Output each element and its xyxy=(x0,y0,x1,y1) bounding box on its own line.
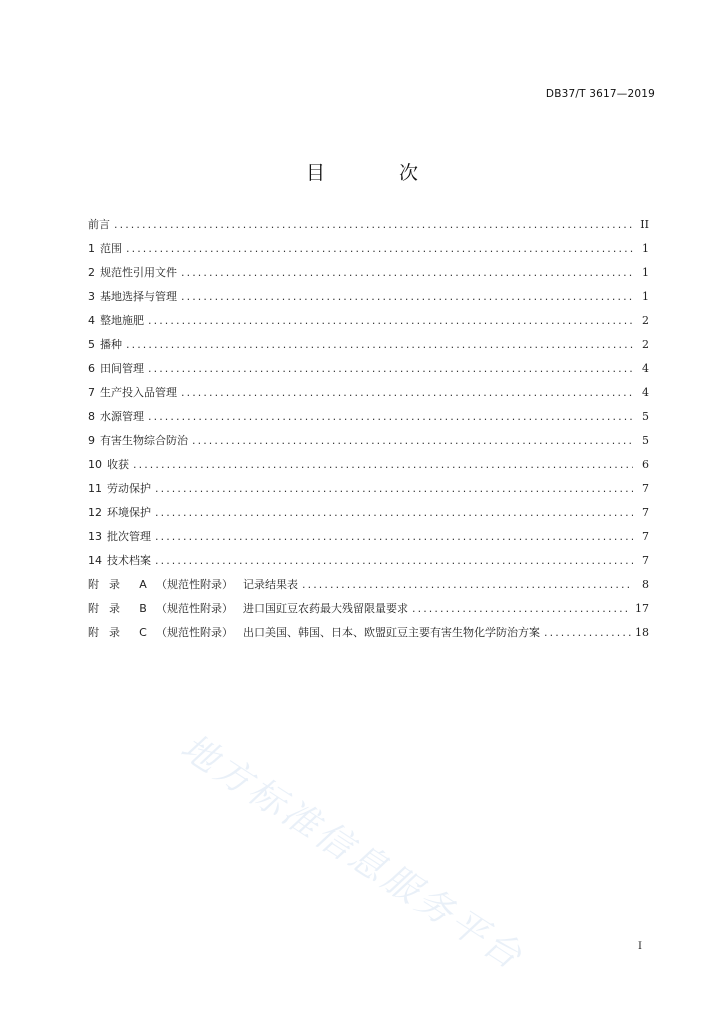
toc-entry-number: 13 xyxy=(88,530,102,543)
toc-leader-dots xyxy=(126,338,633,351)
toc-entry-12[interactable] xyxy=(88,504,649,528)
toc-entry-number: 14 xyxy=(88,554,102,567)
toc-entry-page: 8 xyxy=(642,578,649,591)
toc-leader-dots xyxy=(155,506,633,519)
toc-entry-6[interactable] xyxy=(88,360,649,384)
toc-entry-label: 4 整地施肥 xyxy=(88,314,144,327)
toc-entry-4[interactable] xyxy=(88,312,649,336)
toc-leader-dots xyxy=(148,314,633,327)
toc-leader-dots xyxy=(155,482,633,495)
annex-word: 附录 xyxy=(88,626,130,639)
toc-entry-page: 5 xyxy=(642,434,649,447)
toc-entry-page: 4 xyxy=(642,362,649,375)
toc-entry-5[interactable] xyxy=(88,336,649,360)
toc-entry-page: 7 xyxy=(642,506,649,519)
toc-entry-label: 12 环境保护 xyxy=(88,506,151,519)
toc-entry-2[interactable] xyxy=(88,264,649,288)
toc-entry-label: 13 批次管理 xyxy=(88,530,151,543)
toc-entry-label: 7 生产投入品管理 xyxy=(88,386,177,399)
toc-entry-number: 11 xyxy=(88,482,102,495)
toc-entry-number: 9 xyxy=(88,434,95,447)
toc-entry-page: 7 xyxy=(642,554,649,567)
annex-letter: B xyxy=(139,602,147,615)
toc-entry-label: 1 范围 xyxy=(88,242,122,255)
toc-leader-dots xyxy=(155,554,633,567)
toc-entry-number: 2 xyxy=(88,266,95,279)
toc-entry-label: 14 技术档案 xyxy=(88,554,151,567)
toc-entry-page: 18 xyxy=(635,626,649,639)
toc-entry-number: 6 xyxy=(88,362,95,375)
document-code: DB37/T 3617—2019 xyxy=(545,88,655,100)
toc-entry-number: 12 xyxy=(88,506,102,519)
toc-entry-10[interactable] xyxy=(88,456,649,480)
watermark: 地方标准信息服务平台 xyxy=(173,726,532,979)
toc-entry-number: 10 xyxy=(88,458,102,471)
toc-entry-number: 4 xyxy=(88,314,95,327)
toc-entry-8[interactable] xyxy=(88,408,649,432)
toc-entry-label xyxy=(88,600,408,616)
toc-entry-label: 6 田间管理 xyxy=(88,362,144,375)
annex-type: （规范性附录） xyxy=(156,626,233,639)
toc-entry-number: 3 xyxy=(88,290,95,303)
table-of-contents xyxy=(88,216,649,648)
annex-word: 附录 xyxy=(88,602,130,615)
toc-entry-label: 3 基地选择与管理 xyxy=(88,290,177,303)
toc-annex-b[interactable] xyxy=(88,600,649,624)
toc-entry-1[interactable] xyxy=(88,240,649,264)
toc-entry-11[interactable] xyxy=(88,480,649,504)
toc-entry-page: 4 xyxy=(642,386,649,399)
toc-leader-dots xyxy=(181,290,633,303)
toc-entry-number: 5 xyxy=(88,338,95,351)
toc-entry-13[interactable] xyxy=(88,528,649,552)
toc-entry-label: 9 有害生物综合防治 xyxy=(88,434,188,447)
toc-entry-9[interactable] xyxy=(88,432,649,456)
annex-letter: A xyxy=(139,578,147,591)
toc-entry-number: 1 xyxy=(88,242,95,255)
annex-word: 附录 xyxy=(88,578,130,591)
toc-leader-dots xyxy=(114,218,633,231)
toc-entry-page: 6 xyxy=(642,458,649,471)
toc-entry-page: 1 xyxy=(642,242,649,255)
toc-entry-label: 8 水源管理 xyxy=(88,410,144,423)
toc-entry-label: 5 播种 xyxy=(88,338,122,351)
toc-leader-dots xyxy=(544,626,631,639)
toc-leader-dots xyxy=(302,578,633,591)
toc-entry-label: 10 收获 xyxy=(88,458,129,471)
toc-entry-label xyxy=(88,576,298,592)
toc-leader-dots xyxy=(148,410,633,423)
toc-leader-dots xyxy=(412,602,631,615)
toc-entry-page: 2 xyxy=(642,314,649,327)
annex-type: （规范性附录） xyxy=(156,602,233,615)
page-number: I xyxy=(638,941,642,952)
annex-title: 出口美国、韩国、日本、欧盟豇豆主要有害生物化学防治方案 xyxy=(243,626,540,639)
page-title: 目 次 xyxy=(305,162,453,184)
toc-leader-dots xyxy=(192,434,633,447)
annex-type: （规范性附录） xyxy=(156,578,233,591)
toc-entry-label xyxy=(88,624,540,640)
toc-leader-dots xyxy=(133,458,633,471)
toc-leader-dots xyxy=(181,386,633,399)
toc-annex-c[interactable] xyxy=(88,624,649,648)
toc-entry-label: 2 规范性引用文件 xyxy=(88,266,177,279)
toc-entry-3[interactable] xyxy=(88,288,649,312)
toc-entry-page: 7 xyxy=(642,482,649,495)
toc-entry-page: 1 xyxy=(642,266,649,279)
toc-entry-page: 1 xyxy=(642,290,649,303)
toc-entry-page: 7 xyxy=(642,530,649,543)
annex-title: 进口国豇豆农药最大残留限量要求 xyxy=(243,602,408,615)
toc-entry-number: 7 xyxy=(88,386,95,399)
toc-entry-foreword[interactable] xyxy=(88,216,649,240)
toc-entry-page: 17 xyxy=(635,602,649,615)
toc-entry-label: 前言 xyxy=(88,218,110,231)
toc-leader-dots xyxy=(148,362,633,375)
toc-entry-number: 8 xyxy=(88,410,95,423)
toc-leader-dots xyxy=(126,242,633,255)
annex-letter: C xyxy=(139,626,147,639)
toc-entry-page: 2 xyxy=(642,338,649,351)
toc-annex-a[interactable] xyxy=(88,576,649,600)
toc-entry-7[interactable] xyxy=(88,384,649,408)
toc-entry-label: 11 劳动保护 xyxy=(88,482,151,495)
toc-entry-14[interactable] xyxy=(88,552,649,576)
toc-leader-dots xyxy=(155,530,633,543)
toc-leader-dots xyxy=(181,266,633,279)
toc-entry-page: II xyxy=(640,218,649,231)
annex-title: 记录结果表 xyxy=(243,578,298,591)
toc-entry-page: 5 xyxy=(642,410,649,423)
